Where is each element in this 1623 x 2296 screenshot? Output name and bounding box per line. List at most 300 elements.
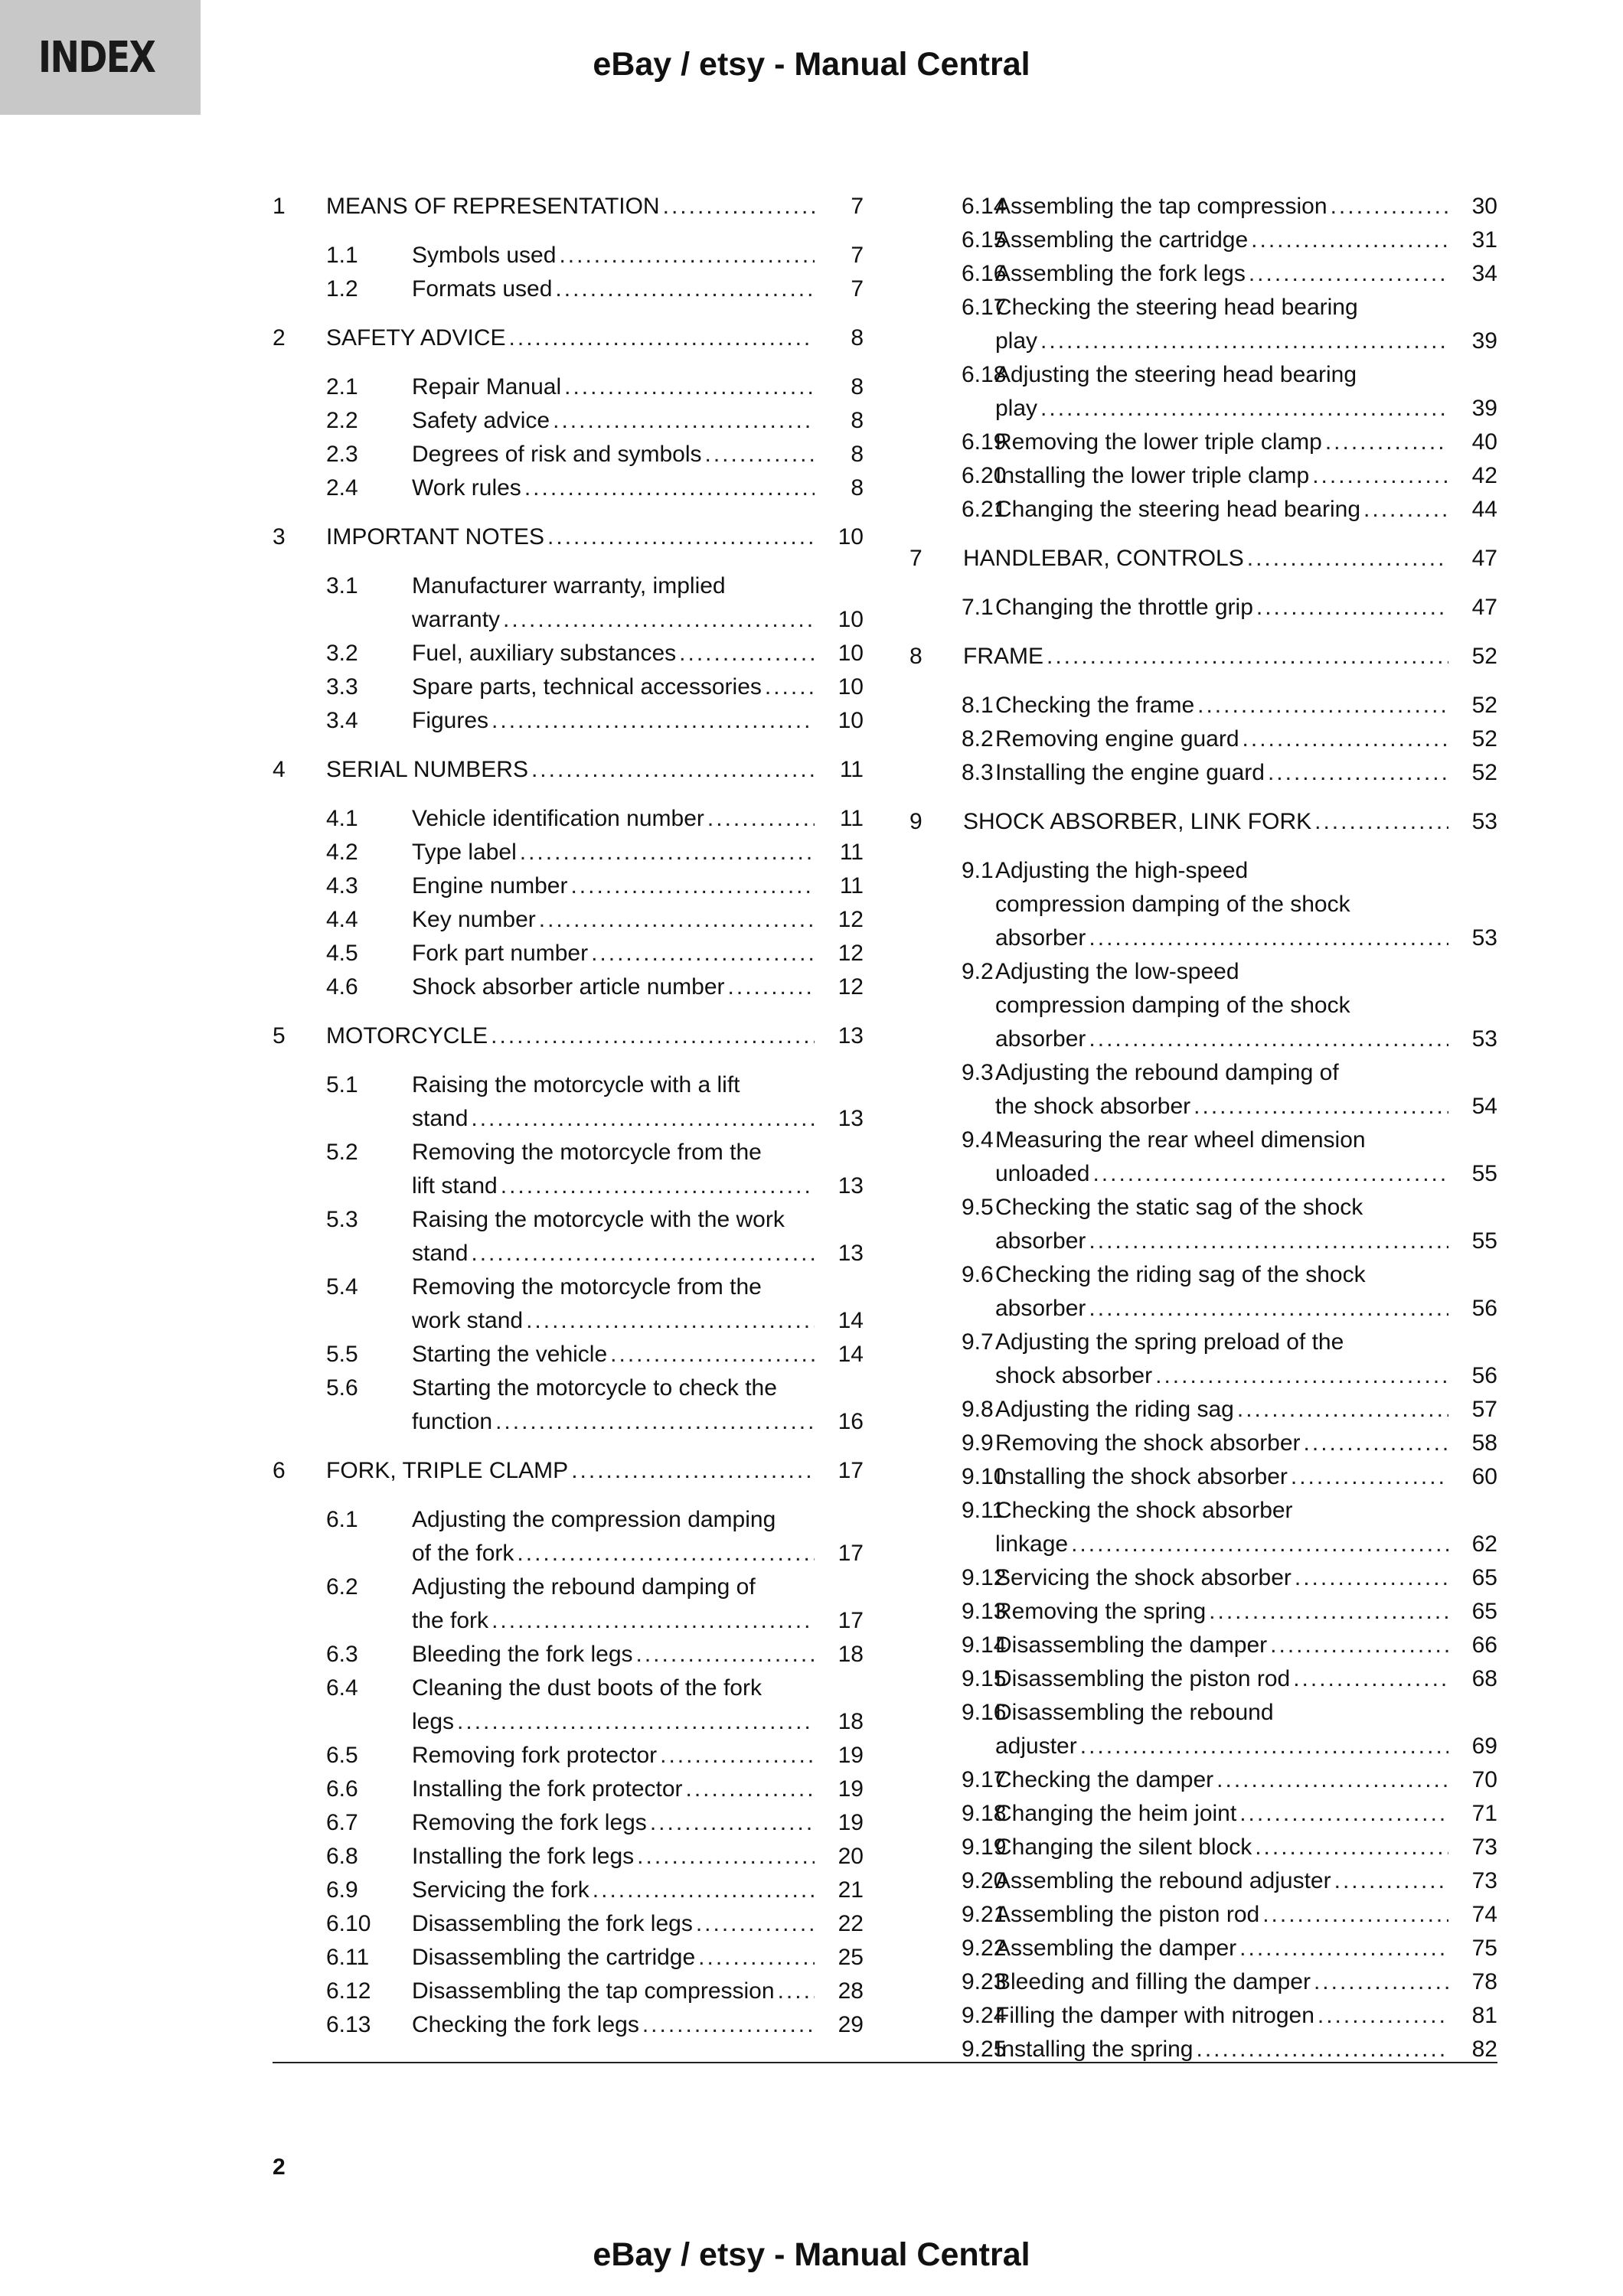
subsection-page-number: 55 <box>1471 1228 1497 1254</box>
subsection-number: 9.21 <box>962 1902 1007 1927</box>
subsection-title-line <box>995 1359 1497 1393</box>
toc-subsection-entry[interactable] <box>273 1840 864 1874</box>
section-page-number: 13 <box>838 1023 864 1049</box>
toc-section-entry[interactable] <box>273 520 864 554</box>
subsection-page-number: 19 <box>838 1776 864 1802</box>
toc-subsection-entry[interactable] <box>909 1831 1497 1864</box>
section-page-number: 8 <box>851 325 864 351</box>
toc-subsection-entry[interactable] <box>273 869 864 903</box>
toc-subsection-entry[interactable] <box>273 404 864 438</box>
toc-subsection-entry[interactable] <box>909 1427 1497 1460</box>
subsection-number: 9.14 <box>962 1632 1007 1658</box>
subsection-title-line <box>412 1975 864 2008</box>
toc-section-entry[interactable] <box>909 805 1497 839</box>
subsection-body <box>995 1999 1497 2033</box>
subsection-title: Installing the lower triple clamp <box>995 463 1310 488</box>
subsection-title-line: Adjusting the rebound damping of <box>412 1574 756 1600</box>
toc-subsection-entry[interactable] <box>273 438 864 471</box>
toc-section-entry[interactable] <box>909 542 1497 576</box>
section-title: SAFETY ADVICE <box>326 325 506 351</box>
subsection-title-line: Disassembling the rebound <box>995 1700 1274 1725</box>
subsection-number: 3.3 <box>326 674 358 700</box>
dot-leader <box>663 190 815 223</box>
toc-subsection-entry[interactable] <box>273 903 864 937</box>
subsection-title-line <box>412 370 864 404</box>
subsection-page-number: 7 <box>851 243 864 268</box>
subsection-title: Installing the fork protector <box>412 1776 683 1802</box>
subsection-title-line <box>995 1528 1497 1561</box>
subsection-title-line <box>412 272 864 306</box>
dot-leader <box>1216 1763 1448 1797</box>
toc-subsection-entry[interactable] <box>909 1393 1497 1427</box>
subsection-page-number: 8 <box>851 408 864 433</box>
subsection-title-line <box>995 1864 1497 1898</box>
subsection-title-line <box>995 459 1497 493</box>
subsection-title-line <box>412 603 864 637</box>
subsection-title-line <box>995 1595 1497 1629</box>
subsection-title-line <box>995 1460 1497 1494</box>
toc-subsection-entry[interactable] <box>273 1739 864 1773</box>
toc-subsection-entry[interactable] <box>273 1806 864 1840</box>
dot-leader <box>471 1102 815 1136</box>
subsection-title: Checking the frame <box>995 693 1195 718</box>
subsection-title: Changing the heim joint <box>995 1801 1237 1826</box>
toc-subsection-entry[interactable] <box>909 1124 1497 1191</box>
dot-leader <box>591 937 815 970</box>
toc-section-entry[interactable] <box>273 190 864 223</box>
subsection-body <box>995 190 1497 223</box>
subsection-title-line <box>995 722 1497 756</box>
dot-leader <box>642 2008 815 2042</box>
subsection-page-number: 31 <box>1471 227 1497 253</box>
toc-subsection-entry[interactable] <box>273 704 864 738</box>
section-title: SERIAL NUMBERS <box>326 757 528 782</box>
subsection-title-line: Adjusting the steering head bearing <box>995 362 1357 387</box>
subsection-number: 9.3 <box>962 1060 994 1085</box>
dot-leader <box>501 1169 815 1203</box>
dot-leader <box>491 704 815 738</box>
section-page-number: 53 <box>1471 809 1497 834</box>
subsection-title-line <box>995 1797 1497 1831</box>
dot-leader <box>531 753 815 787</box>
subsection-number: 9.7 <box>962 1329 994 1355</box>
toc-subsection-entry[interactable] <box>273 370 864 404</box>
toc-subsection-entry[interactable] <box>909 722 1497 756</box>
subsection-title-line <box>995 1831 1497 1864</box>
subsection-title: Assembling the fork legs <box>995 261 1246 286</box>
subsection-body <box>412 370 864 404</box>
section-number: 5 <box>273 1023 286 1049</box>
subsection-title-line <box>412 1638 864 1671</box>
toc-section-entry[interactable] <box>273 1454 864 1488</box>
subsection-body <box>995 722 1497 756</box>
subsection-page-number: 19 <box>838 1810 864 1835</box>
subsection-page-number: 7 <box>851 276 864 302</box>
toc-subsection-entry[interactable] <box>909 955 1497 1056</box>
dot-leader <box>1239 1932 1448 1965</box>
subsection-number: 9.23 <box>962 1969 1007 1994</box>
subsection-title: Symbols used <box>412 243 557 268</box>
toc-subsection-entry[interactable] <box>909 1258 1497 1326</box>
toc-subsection-entry[interactable] <box>273 1203 864 1270</box>
subsection-title-line <box>412 1169 864 1203</box>
subsection-title-line <box>995 1629 1497 1662</box>
subsection-number: 3.4 <box>326 708 358 733</box>
dot-leader <box>491 1604 815 1638</box>
subsection-title: absorber <box>995 1228 1086 1254</box>
dot-leader <box>495 1405 815 1439</box>
toc-subsection-entry[interactable] <box>909 1056 1497 1124</box>
subsection-body <box>412 1907 864 1941</box>
toc-subsection-entry[interactable] <box>273 1503 864 1570</box>
subsection-number: 6.15 <box>962 227 1007 253</box>
subsection-page-number: 58 <box>1471 1430 1497 1456</box>
subsection-number: 4.5 <box>326 941 358 966</box>
subsection-title-line <box>412 1604 864 1638</box>
subsection-number: 8.2 <box>962 726 994 752</box>
subsection-title: Assembling the piston rod <box>995 1902 1260 1927</box>
subsection-body <box>995 1965 1497 1999</box>
subsection-title: linkage <box>995 1531 1069 1557</box>
toc-subsection-entry[interactable] <box>273 1773 864 1806</box>
dot-leader <box>728 970 815 1004</box>
subsection-page-number: 29 <box>838 2012 864 2037</box>
subsection-body <box>412 704 864 738</box>
dot-leader <box>503 603 815 637</box>
dot-leader <box>696 1907 815 1941</box>
subsection-number: 9.5 <box>962 1195 994 1220</box>
subsection-body <box>995 1662 1497 1696</box>
toc-subsection-entry[interactable] <box>273 670 864 704</box>
toc-subsection-entry[interactable] <box>909 257 1497 291</box>
dot-leader <box>1092 1157 1448 1191</box>
subsection-body <box>995 1494 1497 1561</box>
subsection-title-line: Manufacturer warranty, implied <box>412 573 726 598</box>
page-footer-title: eBay / etsy - Manual Central <box>593 2236 1030 2273</box>
subsection-body <box>412 1203 864 1270</box>
toc-subsection-entry[interactable] <box>273 937 864 970</box>
subsection-number: 9.8 <box>962 1397 994 1422</box>
subsection-number: 9.6 <box>962 1262 994 1287</box>
subsection-number: 9.11 <box>962 1498 1005 1523</box>
toc-subsection-entry[interactable] <box>909 1662 1497 1696</box>
subsection-page-number: 11 <box>839 806 864 831</box>
subsection-number: 1.1 <box>326 243 358 268</box>
subsection-page-number: 10 <box>838 674 864 700</box>
toc-subsection-entry[interactable] <box>273 1874 864 1907</box>
subsection-number: 6.16 <box>962 261 1007 286</box>
toc-subsection-entry[interactable] <box>273 836 864 869</box>
subsection-number: 4.2 <box>326 840 358 865</box>
toc-subsection-entry[interactable] <box>909 1965 1497 1999</box>
subsection-body <box>412 2008 864 2042</box>
subsection-page-number: 14 <box>838 1342 864 1367</box>
toc-section-entry[interactable] <box>273 1019 864 1053</box>
dot-leader <box>571 1454 815 1488</box>
subsection-page-number: 13 <box>838 1173 864 1199</box>
toc-subsection-entry[interactable] <box>909 426 1497 459</box>
subsection-page-number: 14 <box>838 1308 864 1333</box>
section-title-line <box>326 753 864 787</box>
toc-subsection-entry[interactable] <box>273 2008 864 2042</box>
subsection-page-number: 57 <box>1471 1397 1497 1422</box>
subsection-body <box>412 471 864 505</box>
dot-leader <box>686 1773 815 1806</box>
subsection-body <box>995 1595 1497 1629</box>
subsection-body <box>412 1068 864 1136</box>
subsection-title: Formats used <box>412 276 553 302</box>
subsection-number: 6.3 <box>326 1642 358 1667</box>
subsection-title: function <box>412 1409 493 1434</box>
dot-leader <box>1363 493 1448 527</box>
toc-subsection-entry[interactable] <box>909 1696 1497 1763</box>
subsection-title: Removing the lower triple clamp <box>995 429 1322 455</box>
subsection-title: Checking the fork legs <box>412 2012 639 2037</box>
subsection-title-line <box>412 1405 864 1439</box>
dot-leader <box>1251 223 1448 257</box>
toc-subsection-entry[interactable] <box>909 190 1497 223</box>
toc-subsection-entry[interactable] <box>273 1136 864 1203</box>
dot-leader <box>1155 1359 1448 1393</box>
toc-section-entry[interactable] <box>273 321 864 355</box>
subsection-title: absorber <box>995 925 1086 951</box>
subsection-page-number: 52 <box>1471 760 1497 785</box>
toc-subsection-entry[interactable] <box>909 756 1497 790</box>
section-title-line <box>963 640 1497 673</box>
section-page-number: 52 <box>1471 644 1497 669</box>
subsection-page-number: 82 <box>1471 2037 1497 2062</box>
subsection-title-line: Starting the motorcycle to check the <box>412 1375 777 1401</box>
dot-leader <box>637 1840 815 1874</box>
toc-subsection-entry[interactable] <box>909 1797 1497 1831</box>
dot-leader <box>471 1237 815 1270</box>
toc-subsection-entry[interactable] <box>909 459 1497 493</box>
toc-subsection-entry[interactable] <box>909 1494 1497 1561</box>
toc-subsection-entry[interactable] <box>273 1570 864 1638</box>
subsection-number: 3.2 <box>326 641 358 666</box>
subsection-number: 9.22 <box>962 1936 1007 1961</box>
subsection-page-number: 25 <box>838 1945 864 1970</box>
dot-leader <box>547 520 815 554</box>
section-number: 6 <box>273 1458 286 1483</box>
toc-subsection-entry[interactable] <box>909 591 1497 625</box>
toc-subsection-entry[interactable] <box>909 358 1497 426</box>
subsection-title: Fork part number <box>412 941 589 966</box>
toc-subsection-entry[interactable] <box>273 970 864 1004</box>
section-title: SHOCK ABSORBER, LINK FORK <box>963 809 1312 834</box>
subsection-number: 6.5 <box>326 1743 358 1768</box>
subsection-title: Removing engine guard <box>995 726 1239 752</box>
subsection-title: Disassembling the damper <box>995 1632 1268 1658</box>
dot-leader <box>1304 1427 1448 1460</box>
subsection-page-number: 17 <box>838 1608 864 1633</box>
dot-leader <box>1080 1730 1448 1763</box>
subsection-title: legs <box>412 1709 455 1734</box>
page-header-title: eBay / etsy - Manual Central <box>593 46 1030 83</box>
subsection-page-number: 60 <box>1471 1464 1497 1489</box>
toc-subsection-entry[interactable] <box>909 1460 1497 1494</box>
subsection-page-number: 71 <box>1471 1801 1497 1826</box>
toc-section-entry[interactable] <box>273 753 864 787</box>
dot-leader <box>1194 1090 1448 1124</box>
subsection-number: 6.14 <box>962 194 1007 219</box>
subsection-body <box>412 1270 864 1338</box>
toc-subsection-entry[interactable] <box>273 1338 864 1371</box>
subsection-body <box>995 756 1497 790</box>
dot-leader <box>593 1874 815 1907</box>
subsection-page-number: 56 <box>1471 1363 1497 1388</box>
subsection-number: 8.3 <box>962 760 994 785</box>
subsection-title-line <box>995 689 1497 722</box>
subsection-number: 5.4 <box>326 1274 358 1300</box>
subsection-number: 5.6 <box>326 1375 358 1401</box>
subsection-title: stand <box>412 1106 469 1131</box>
subsection-page-number: 13 <box>838 1106 864 1131</box>
toc-section-entry[interactable] <box>909 640 1497 673</box>
subsection-page-number: 70 <box>1471 1767 1497 1792</box>
section-title-line <box>326 1454 864 1488</box>
toc-subsection-entry[interactable] <box>273 569 864 637</box>
dot-leader <box>1334 1864 1448 1898</box>
subsection-number: 5.2 <box>326 1140 358 1165</box>
section-number: 4 <box>273 757 286 782</box>
toc-subsection-entry[interactable] <box>273 471 864 505</box>
toc-subsection-entry[interactable] <box>909 1561 1497 1595</box>
subsection-page-number: 65 <box>1471 1565 1497 1590</box>
toc-subsection-entry[interactable] <box>273 1907 864 1941</box>
subsection-number: 2.4 <box>326 475 358 501</box>
subsection-body <box>412 569 864 637</box>
dot-leader <box>1318 1999 1448 2033</box>
subsection-page-number: 40 <box>1471 429 1497 455</box>
toc-subsection-entry[interactable] <box>273 1671 864 1739</box>
subsection-page-number: 13 <box>838 1241 864 1266</box>
toc-subsection-entry[interactable] <box>909 1999 1497 2033</box>
subsection-body <box>995 1696 1497 1763</box>
subsection-body <box>995 1124 1497 1191</box>
dot-leader <box>520 836 815 869</box>
index-tab-label: INDEX <box>38 32 155 83</box>
dot-leader <box>1312 459 1448 493</box>
subsection-title-line: Adjusting the high-speed <box>995 858 1249 883</box>
subsection-title: Removing the spring <box>995 1599 1207 1624</box>
subsection-page-number: 53 <box>1471 1026 1497 1052</box>
toc-subsection-entry[interactable] <box>909 1763 1497 1797</box>
subsection-number: 9.19 <box>962 1835 1007 1860</box>
toc-subsection-entry[interactable] <box>909 689 1497 722</box>
toc-subsection-entry[interactable] <box>273 272 864 306</box>
toc-subsection-entry[interactable] <box>273 1975 864 2008</box>
subsection-title-line <box>412 1237 864 1270</box>
subsection-title: Installing the spring <box>995 2037 1194 2062</box>
subsection-body <box>412 670 864 704</box>
subsection-number: 9.10 <box>962 1464 1007 1489</box>
subsection-title-line <box>412 1806 864 1840</box>
subsection-title: Assembling the rebound adjuster <box>995 1868 1331 1893</box>
subsection-page-number: 73 <box>1471 1868 1497 1893</box>
subsection-page-number: 75 <box>1471 1936 1497 1961</box>
toc-subsection-entry[interactable] <box>909 223 1497 257</box>
subsection-number: 6.2 <box>326 1574 358 1600</box>
subsection-title: Changing the silent block <box>995 1835 1252 1860</box>
subsection-title-line <box>412 1739 864 1773</box>
toc-subsection-entry[interactable] <box>909 1864 1497 1898</box>
subsection-title-line <box>412 1705 864 1739</box>
dot-leader <box>1089 1292 1448 1326</box>
subsection-number: 9.25 <box>962 2037 1007 2062</box>
subsection-title-line <box>995 1090 1497 1124</box>
subsection-number: 2.3 <box>326 442 358 467</box>
subsection-title: Starting the vehicle <box>412 1342 608 1367</box>
dot-leader <box>778 1975 815 2008</box>
toc-subsection-entry[interactable] <box>273 1638 864 1671</box>
subsection-body <box>995 689 1497 722</box>
subsection-page-number: 11 <box>839 840 864 865</box>
dot-leader <box>1071 1528 1448 1561</box>
subsection-page-number: 17 <box>838 1541 864 1566</box>
toc-subsection-entry[interactable] <box>273 1941 864 1975</box>
section-page-number: 47 <box>1471 546 1497 571</box>
subsection-title-line <box>412 1874 864 1907</box>
subsection-body <box>995 1932 1497 1965</box>
toc-subsection-entry[interactable] <box>273 637 864 670</box>
subsection-number: 5.5 <box>326 1342 358 1367</box>
subsection-body <box>412 637 864 670</box>
subsection-number: 6.18 <box>962 362 1007 387</box>
subsection-body <box>412 836 864 869</box>
subsection-title-line: Adjusting the compression damping <box>412 1507 776 1532</box>
section-number: 8 <box>909 644 923 669</box>
subsection-title-line: Checking the shock absorber <box>995 1498 1293 1523</box>
subsection-title: shock absorber <box>995 1363 1153 1388</box>
subsection-page-number: 18 <box>838 1642 864 1667</box>
subsection-page-number: 12 <box>838 907 864 932</box>
toc-subsection-entry[interactable] <box>909 1932 1497 1965</box>
toc-subsection-entry[interactable] <box>909 854 1497 955</box>
toc-subsection-entry[interactable] <box>909 291 1497 358</box>
subsection-title-line <box>412 903 864 937</box>
subsection-number: 5.3 <box>326 1207 358 1232</box>
subsection-number: 9.20 <box>962 1868 1007 1893</box>
subsection-title: Adjusting the riding sag <box>995 1397 1234 1422</box>
toc-subsection-entry[interactable] <box>273 1270 864 1338</box>
toc-subsection-entry[interactable] <box>909 1595 1497 1629</box>
toc-subsection-entry[interactable] <box>909 1191 1497 1258</box>
subsection-number: 1.2 <box>326 276 358 302</box>
toc-subsection-entry[interactable] <box>909 1629 1497 1662</box>
toc-subsection-entry[interactable] <box>909 493 1497 527</box>
section-title: FRAME <box>963 644 1043 669</box>
toc-subsection-entry[interactable] <box>273 802 864 836</box>
toc-subsection-entry[interactable] <box>909 1326 1497 1393</box>
subsection-body <box>995 1326 1497 1393</box>
toc-column-left <box>273 190 864 2042</box>
toc-subsection-entry[interactable] <box>909 1898 1497 1932</box>
toc-subsection-entry[interactable] <box>273 239 864 272</box>
toc-subsection-entry[interactable] <box>273 1068 864 1136</box>
toc-subsection-entry[interactable] <box>273 1371 864 1439</box>
dot-leader <box>509 321 815 355</box>
dot-leader <box>1239 1797 1448 1831</box>
subsection-title: Spare parts, technical accessories <box>412 674 762 700</box>
subsection-number: 9.9 <box>962 1430 994 1456</box>
section-title-line <box>326 321 864 355</box>
subsection-body <box>412 1874 864 1907</box>
subsection-body <box>412 1338 864 1371</box>
subsection-body <box>412 1773 864 1806</box>
subsection-title: Changing the steering head bearing <box>995 497 1361 522</box>
dot-leader <box>707 802 815 836</box>
